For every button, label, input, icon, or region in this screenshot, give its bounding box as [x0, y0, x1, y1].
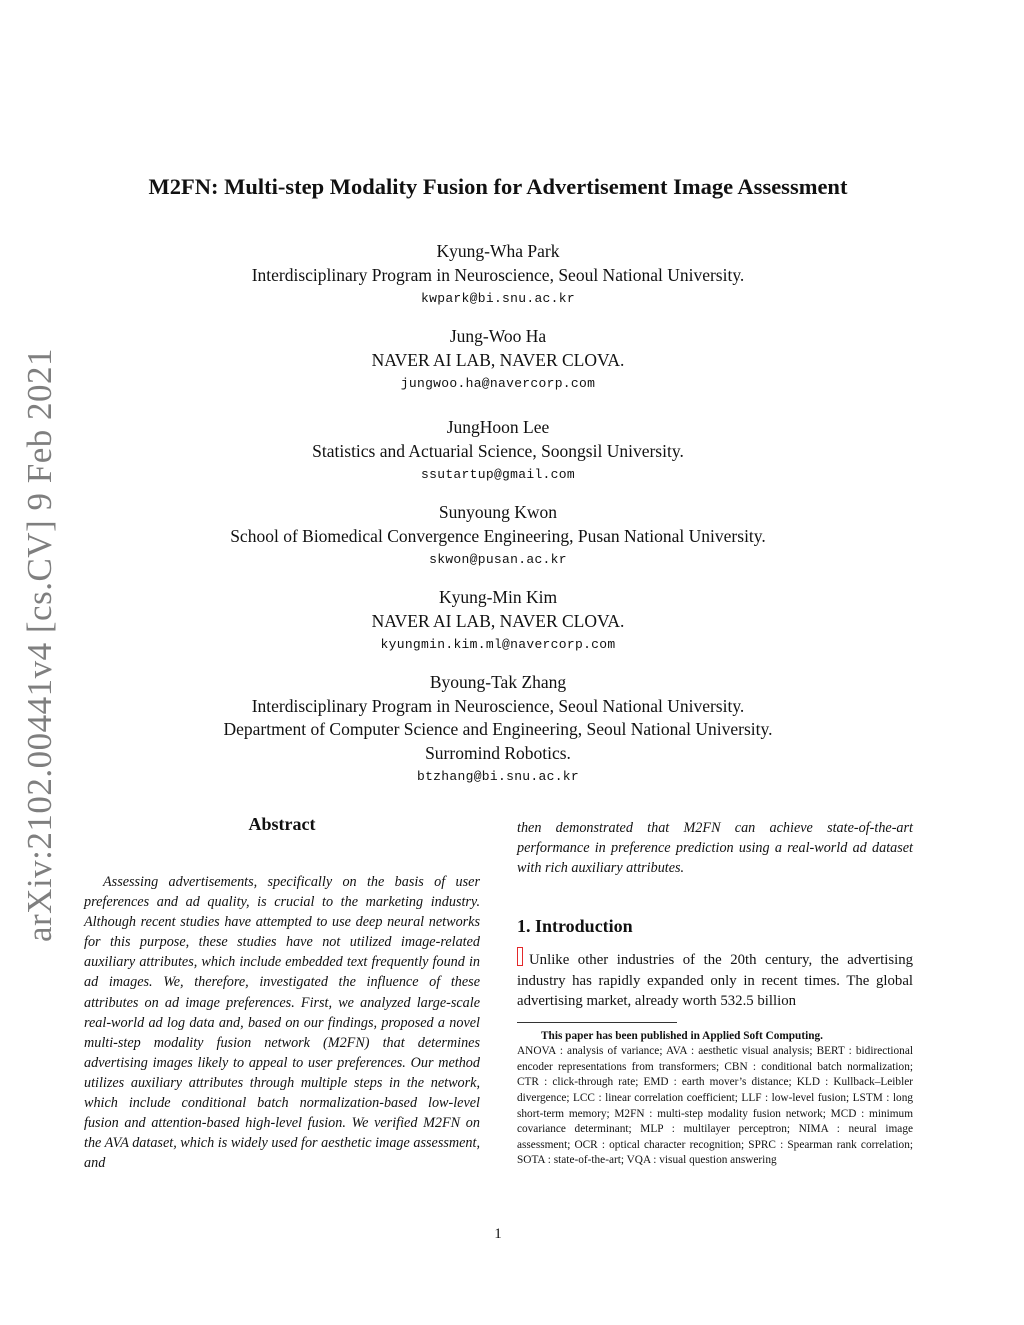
author-name: Kyung-Min Kim	[438, 587, 558, 607]
author-affiliation: NAVER AI LAB, NAVER CLOVA.	[371, 610, 625, 631]
introduction-paragraph	[517, 947, 913, 1012]
author-block	[0, 586, 996, 655]
author-affiliation: Surromind Robotics.	[425, 742, 571, 763]
footnote-divider	[517, 1022, 677, 1023]
author-block	[0, 671, 996, 787]
arxiv-stamp-text: arXiv:2102.00441v4 [cs.CV] 9 Feb 2021	[20, 347, 60, 943]
author-block	[0, 501, 996, 570]
author-affiliation: Statistics and Actuarial Science, Soongsil University.	[312, 440, 684, 461]
author-name: JungHoon Lee	[446, 417, 550, 437]
author-block	[0, 240, 996, 309]
author-affiliation: School of Biomedical Convergence Engineering, Pusan National University.	[230, 525, 766, 546]
author-name: Byoung-Tak Zhang	[429, 672, 567, 692]
author-affiliation: Interdisciplinary Program in Neuroscience, Seoul National University.	[251, 264, 745, 285]
author-block	[0, 416, 996, 485]
author-email[interactable]: ssutartup@gmail.com	[421, 467, 575, 482]
publication-note: This paper has been published in Applied Soft Computing.	[541, 1029, 823, 1042]
abstract-heading: Abstract	[248, 814, 316, 834]
page-number: 1	[494, 1226, 502, 1242]
author-list	[0, 240, 996, 803]
introduction-text: Unlike other industries of the 20th century, the advertising industry has rapidly expanded only in recent times. The global advertising market, already worth 532.5 billion	[517, 952, 913, 1010]
abstract-text: Assessing advertisements, specifically on the basis of user preferences and ad quality, is crucial to the marketing industry. Although recent studies have attempted to use deep neural networks for this purpose, these studies have not utilized image-related auxiliary attributes, which include embedded text frequently found in ad images. We, therefore, investigated the influence of these attributes on ad image preferences. First, we analyzed large-scale real-world ad log data and, based on our findings, proposed a novel multi-step modality fusion network (M2FN) that determines advertising images likely to appeal to user preferences. Our method utilizes auxiliary attributes through multiple steps in the network, which include conditional batch normalization-based low-level fusion and attention-based high-level fusion. We verified M2FN on the AVA dataset, which is widely used for aesthetic image assessment, and	[84, 874, 480, 1172]
abbreviations-footnote: ANOVA : analysis of variance; AVA : aesthetic visual analysis; BERT : bidirectional encoder representations from transformers; CBN : conditional batch normalization; CTR : click-through rate; EMD : earth mover’s distance; KLD : Kullback–Leibler divergence; LCC : linear correlation coefficient; LLF : low-level fusion; LSTM : long short-term memory; M2FN : multi-step modality fusion network; MCD : minimum covariance determinant; MLP : multilayer perceptron; NIMA : neural image assessment; OCR : optical character recognition; SPRC : Spearman rank correlation; SOTA : state-of-the-art; VQA : visual question answering	[517, 1045, 913, 1167]
author-email[interactable]: kyungmin.kim.ml@navercorp.com	[380, 637, 616, 652]
author-name: Jung-Woo Ha	[449, 326, 547, 346]
right-column	[517, 818, 913, 1169]
author-email[interactable]: jungwoo.ha@navercorp.com	[400, 376, 596, 391]
author-affiliation: Department of Computer Science and Engineering, Seoul National University.	[223, 719, 773, 739]
paper-title: M2FN: Multi-step Modality Fusion for Advertisement Image Assessment	[148, 174, 848, 199]
author-affiliation: NAVER AI LAB, NAVER CLOVA.	[371, 349, 625, 370]
author-affiliation: Interdisciplinary Program in Neuroscience, Seoul National University.	[251, 695, 745, 716]
abstract-continuation: then demonstrated that M2FN can achieve state-of-the-art performance in preference prediction using a real-world ad dataset with rich auxiliary attributes.	[517, 820, 913, 877]
author-name: Sunyoung Kwon	[438, 502, 558, 522]
annotation-marker-icon	[517, 947, 523, 966]
left-column	[84, 814, 480, 1173]
author-email[interactable]: kwpark@bi.snu.ac.kr	[421, 291, 575, 306]
introduction-heading: 1. Introduction	[517, 916, 633, 937]
author-block	[0, 325, 996, 394]
author-name: Kyung-Wha Park	[436, 241, 560, 261]
author-email[interactable]: btzhang@bi.snu.ac.kr	[416, 769, 580, 784]
author-email[interactable]: skwon@pusan.ac.kr	[429, 552, 567, 567]
